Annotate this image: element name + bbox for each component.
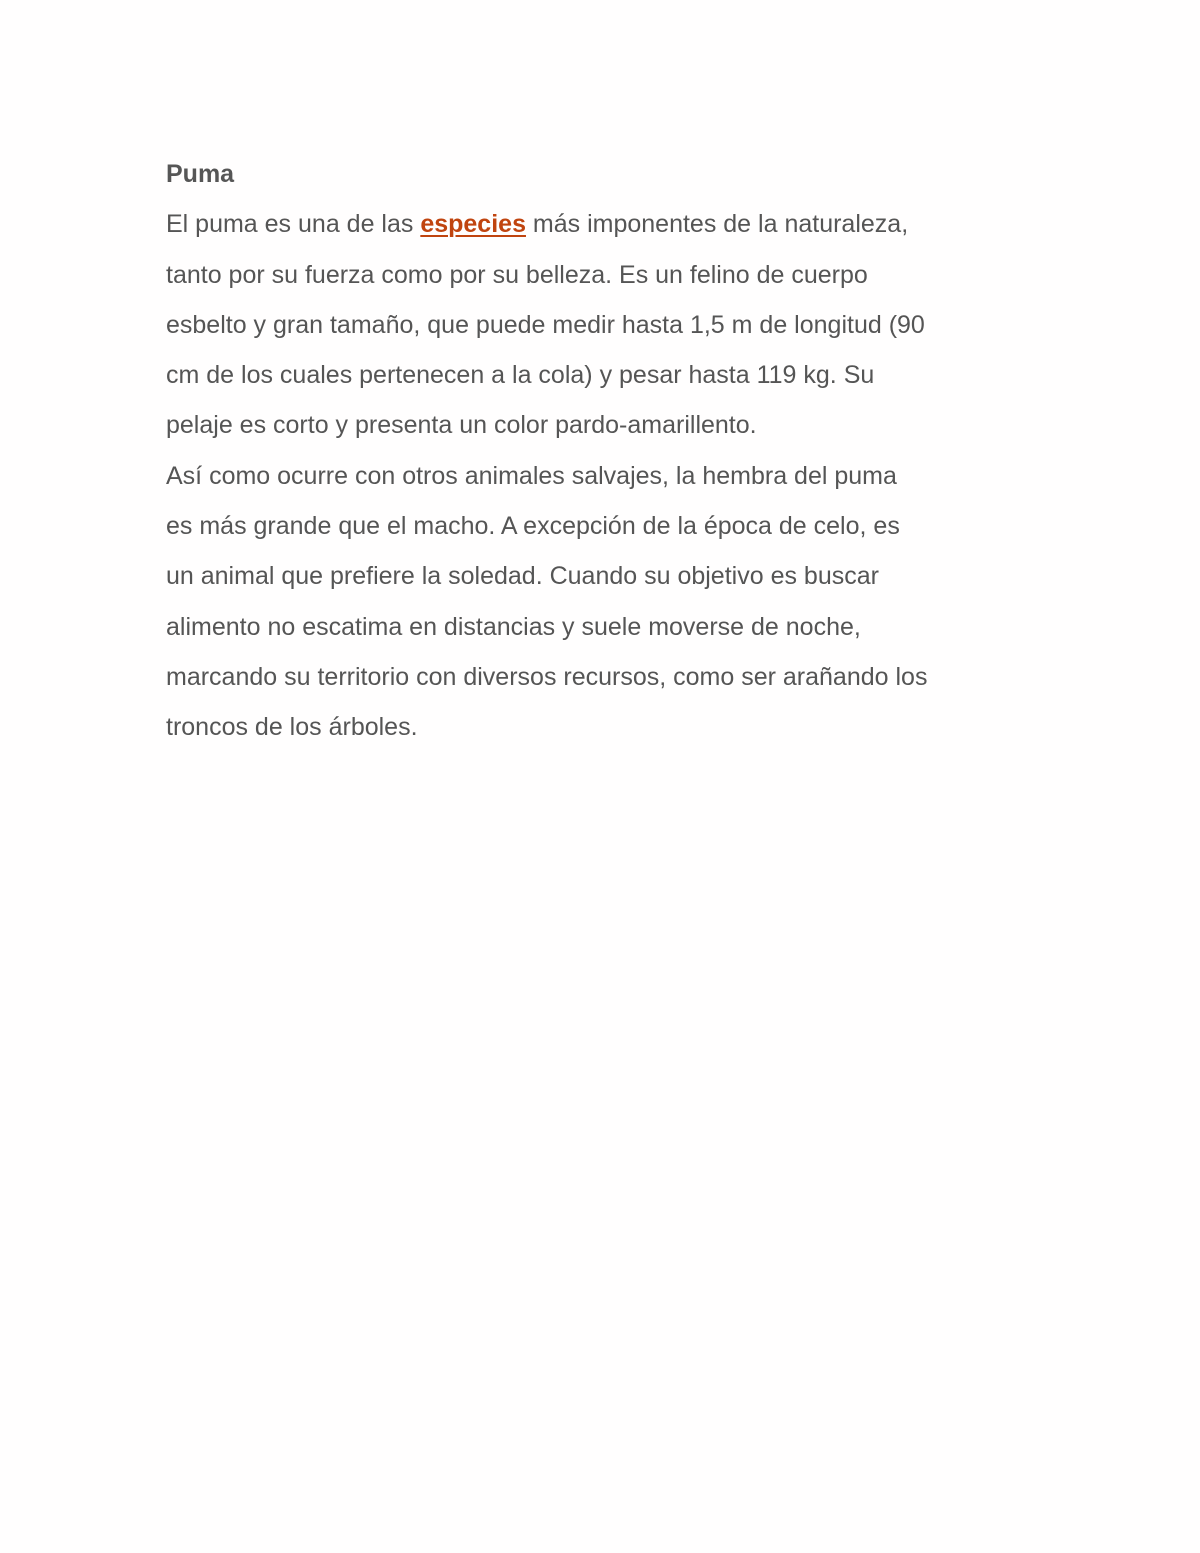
paragraph-2-line-3: un animal que prefiere la soledad. Cuando su objetivo es buscar bbox=[166, 562, 879, 591]
paragraph-2-line-1: Así como ocurre con otros animales salvajes, la hembra del puma bbox=[166, 461, 897, 490]
paragraph-2-line-6: troncos de los árboles. bbox=[166, 713, 418, 742]
especies-link[interactable]: especies bbox=[420, 210, 526, 239]
paragraph-1 bbox=[166, 199, 1046, 450]
paragraph-2 bbox=[166, 451, 1046, 753]
paragraph-1-line-5: pelaje es corto y presenta un color pardo-amarillento. bbox=[166, 411, 757, 440]
paragraph-2-line-2: es más grande que el macho. A excepción de la época de celo, es bbox=[166, 512, 900, 541]
paragraph-1-line-1-after: más imponentes de la naturaleza, bbox=[525, 210, 909, 239]
document-title: Puma bbox=[166, 160, 235, 188]
document-body bbox=[166, 149, 1046, 753]
paragraph-1-line-1 bbox=[166, 199, 1046, 249]
paragraph-1-line-2: tanto por su fuerza como por su belleza. Es un felino de cuerpo bbox=[166, 260, 868, 289]
paragraph-2-line-4: alimento no escatima en distancias y suele moverse de noche, bbox=[166, 612, 861, 641]
paragraph-1-line-4: cm de los cuales pertenecen a la cola) y pesar hasta 119 kg. Su bbox=[166, 361, 875, 390]
paragraph-1-line-3: esbelto y gran tamaño, que puede medir hasta 1,5 m de longitud (90 bbox=[166, 310, 925, 339]
paragraph-1-line-1-before: El puma es una de las bbox=[166, 210, 421, 239]
paragraph-2-line-5: marcando su territorio con diversos recursos, como ser arañando los bbox=[166, 662, 928, 691]
